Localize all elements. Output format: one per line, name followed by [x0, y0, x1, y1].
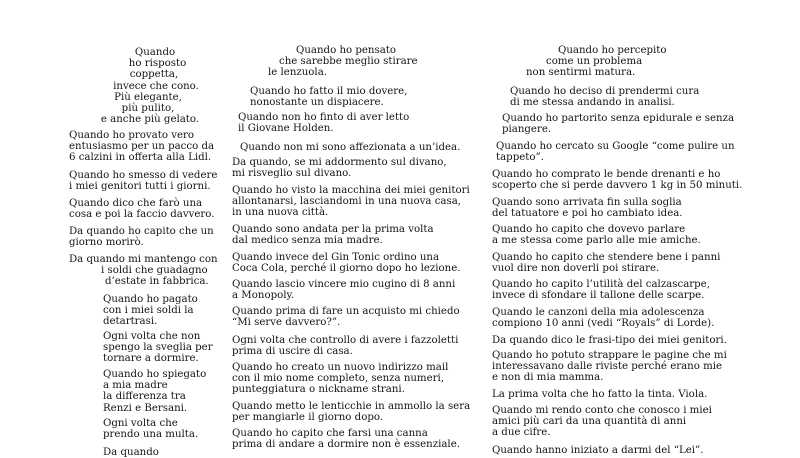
text-line: 6 calzini in offerta alla Lidl. — [69, 152, 212, 164]
text-line: del tatuatore e poi ho cambiato idea. — [492, 208, 683, 220]
text-line: Quando ho spiegato — [103, 369, 207, 380]
text-line: più pulito, — [121, 103, 175, 115]
text-line: mi risveglio sul divano. — [232, 168, 352, 180]
text-block — [232, 279, 455, 301]
text-line: Ogni volta che — [103, 418, 178, 429]
text-line: Quando hanno iniziato a darmi del “Lei”. — [492, 445, 704, 456]
text-line: Quando ho pensato — [296, 45, 397, 56]
text-line: Quando non ho finto di aver letto — [238, 112, 410, 123]
text-line: di me stessa andando in analisi. — [510, 97, 675, 109]
text-line: amici più cari da una quantità di anni — [492, 416, 687, 428]
text-block — [496, 141, 735, 163]
text-block — [103, 418, 198, 440]
text-line: Da quando — [103, 447, 159, 458]
text-line: Ogni volta che non — [103, 331, 201, 342]
text-block — [510, 86, 699, 108]
text-line: Da quando dico le frasi-tipo dei miei genitori. — [492, 335, 727, 346]
text-line: prima di uscire di casa. — [232, 346, 353, 358]
text-line: a due cifre. — [492, 427, 551, 439]
text-block — [492, 405, 712, 439]
text-line: ho risposto — [128, 58, 187, 70]
text-line: coppetta, — [129, 69, 179, 81]
text-block — [100, 47, 220, 125]
text-block — [492, 252, 720, 274]
text-line: Quando mi rendo conto che conosco i miei — [492, 405, 712, 416]
text-block — [103, 331, 213, 365]
text-line: e anche più gelato. — [100, 114, 200, 126]
text-block — [238, 112, 409, 134]
text-block — [240, 142, 460, 153]
text-line: che sarebbe meglio stirare — [279, 56, 418, 68]
text-line: a me stessa come parlo alle mie amiche. — [492, 235, 701, 247]
text-block — [69, 170, 217, 192]
text-line: prima di andare a dormire non è essenziale. — [232, 439, 460, 451]
text-line: i soldi che guadagno — [101, 265, 208, 277]
text-line: giorno morirò. — [69, 237, 144, 249]
text-line: “Mi serve davvero?”. — [232, 317, 341, 329]
text-line: nonostante un dispiacere. — [250, 97, 384, 109]
text-line: piangere. — [502, 124, 552, 136]
text-line: dal medico senza mia madre. — [232, 235, 383, 247]
text-line: Coca Cola, perché il giorno dopo ho lezione. — [232, 263, 461, 275]
text-line: Quando ho capito che stendere bene i panni — [492, 252, 721, 263]
text-block — [492, 279, 710, 301]
text-block — [232, 335, 458, 357]
text-line: Quando dico che farò una — [69, 198, 203, 209]
text-line: Da quando, se mi addormento sul divano, — [232, 157, 447, 168]
text-line: con i miei soldi la — [103, 305, 194, 317]
text-line: Ogni volta che controllo di avere i fazzoletti — [232, 335, 459, 346]
text-block — [232, 157, 447, 179]
text-block — [492, 350, 727, 384]
text-line: Quando ho smesso di vedere — [69, 170, 218, 181]
text-line: Quando ho visto la macchina dei miei genitori — [232, 185, 470, 196]
text-line: detartrasi. — [103, 316, 158, 328]
text-line: Più elegante, — [114, 91, 182, 103]
text-block — [492, 335, 727, 346]
text-line: Quando metto le lenticchie in ammollo la sera — [232, 401, 471, 412]
text-line: spengo la sveglia per — [103, 342, 213, 354]
text-line: per mangiarle il giorno dopo. — [232, 412, 384, 424]
text-line: Quando sono arrivata fin sulla soglia — [492, 197, 682, 208]
text-block — [232, 185, 470, 219]
text-block — [526, 45, 667, 79]
text-line: Quando ho deciso di prendermi cura — [510, 86, 700, 97]
text-line: Quando prima di fare un acquisto mi chiedo — [232, 306, 460, 317]
text-line: con il mio nome completo, senza numeri, — [232, 373, 444, 385]
text-line: invece che cono. — [113, 80, 199, 92]
text-line: Quando ho capito che dovevo parlare — [492, 224, 686, 235]
text-line: il Giovane Holden. — [238, 123, 334, 135]
text-block — [103, 447, 159, 458]
text-block — [492, 389, 707, 400]
text-line: e non di mia mamma. — [492, 372, 604, 384]
text-block — [103, 294, 198, 328]
text-line: La prima volta che ho fatto la tinta. Viola. — [492, 389, 708, 400]
text-block — [69, 198, 214, 220]
text-line: in una nuova città. — [232, 207, 329, 219]
text-line: cosa e poi la faccio davvero. — [69, 209, 215, 221]
text-block — [103, 369, 206, 414]
text-line: scoperto che si perde davvero 1 kg in 50 minuti. — [492, 180, 743, 192]
text-line: Quando sono andata per la prima volta — [232, 224, 434, 235]
text-block — [492, 224, 701, 246]
text-block — [492, 197, 683, 219]
text-line: compiono 10 anni (vedi “Royals” di Lorde). — [492, 318, 715, 330]
text-line: Quando ho fatto il mio dovere, — [250, 86, 408, 97]
text-line: Quando ho partorito senza epidurale e senza — [502, 113, 735, 124]
text-block — [492, 445, 704, 456]
text-line: Quando ho pagato — [103, 294, 198, 305]
text-line: a mia madre — [103, 380, 168, 392]
text-block — [232, 362, 448, 396]
text-line: Quando non mi sono affezionata a un’idea. — [240, 142, 461, 153]
text-line: non sentirmi matura. — [526, 67, 636, 79]
text-line: le lenzuola. — [268, 67, 328, 79]
text-line: Da quando ho capito che un — [69, 226, 214, 237]
text-line: invece di sfondare il tallone delle scarpe. — [492, 290, 705, 302]
text-line: interessavano dalle riviste perché erano mie — [492, 361, 723, 373]
text-line: Quando ho provato vero — [69, 130, 194, 141]
text-line: tornare a dormire. — [103, 353, 199, 365]
text-line: prendo una multa. — [103, 429, 199, 441]
text-line: allontanarsi, lasciandomi in una nuova casa, — [232, 196, 462, 208]
text-block — [268, 45, 418, 79]
text-block — [232, 428, 460, 450]
text-block — [69, 130, 214, 164]
text-line: Quando lascio vincere mio cugino di 8 anni — [232, 279, 456, 290]
text-line: Da quando mi mantengo con — [69, 254, 218, 265]
text-line: entusiasmo per un pacco da — [69, 141, 215, 153]
text-block — [69, 254, 218, 288]
text-line: punteggiatura o nickname strani. — [232, 384, 405, 396]
text-line: la differenza tra — [103, 391, 186, 403]
text-line: a Monopoly. — [232, 290, 295, 302]
text-line: Quando invece del Gin Tonic ordino una — [232, 252, 440, 263]
text-line: Quando ho potuto strappare le pagine che mi — [492, 350, 727, 361]
text-block — [232, 401, 470, 423]
text-line: tappeto”. — [496, 152, 544, 164]
text-line: Quando — [134, 47, 176, 58]
text-block — [232, 252, 460, 274]
text-line: Quando ho cercato su Google “come pulire un — [496, 141, 735, 152]
text-block — [502, 113, 734, 135]
text-line: i miei genitori tutti i giorni. — [69, 181, 211, 193]
text-block — [69, 226, 214, 248]
text-line: d’estate in fabbrica. — [105, 276, 209, 288]
text-line: Quando ho percepito — [558, 45, 667, 56]
text-line: Quando le canzoni della mia adolescenza — [492, 307, 705, 318]
text-block — [232, 306, 460, 328]
text-line: come un problema — [546, 56, 643, 68]
text-line: Quando ho capito l’utilità del calzascarpe, — [492, 279, 710, 290]
text-line: Quando ho comprato le bende drenanti e ho — [492, 169, 721, 180]
text-block — [250, 86, 407, 108]
text-line: Quando ho capito che farsi una canna — [232, 428, 428, 439]
text-block — [232, 224, 434, 246]
text-line: Quando ho creato un nuovo indirizzo mail — [232, 362, 449, 373]
text-line: vuol dire non doverli poi stirare. — [492, 263, 660, 275]
text-block — [492, 169, 742, 191]
text-block — [492, 307, 714, 329]
text-line: Renzi e Bersani. — [103, 402, 188, 414]
